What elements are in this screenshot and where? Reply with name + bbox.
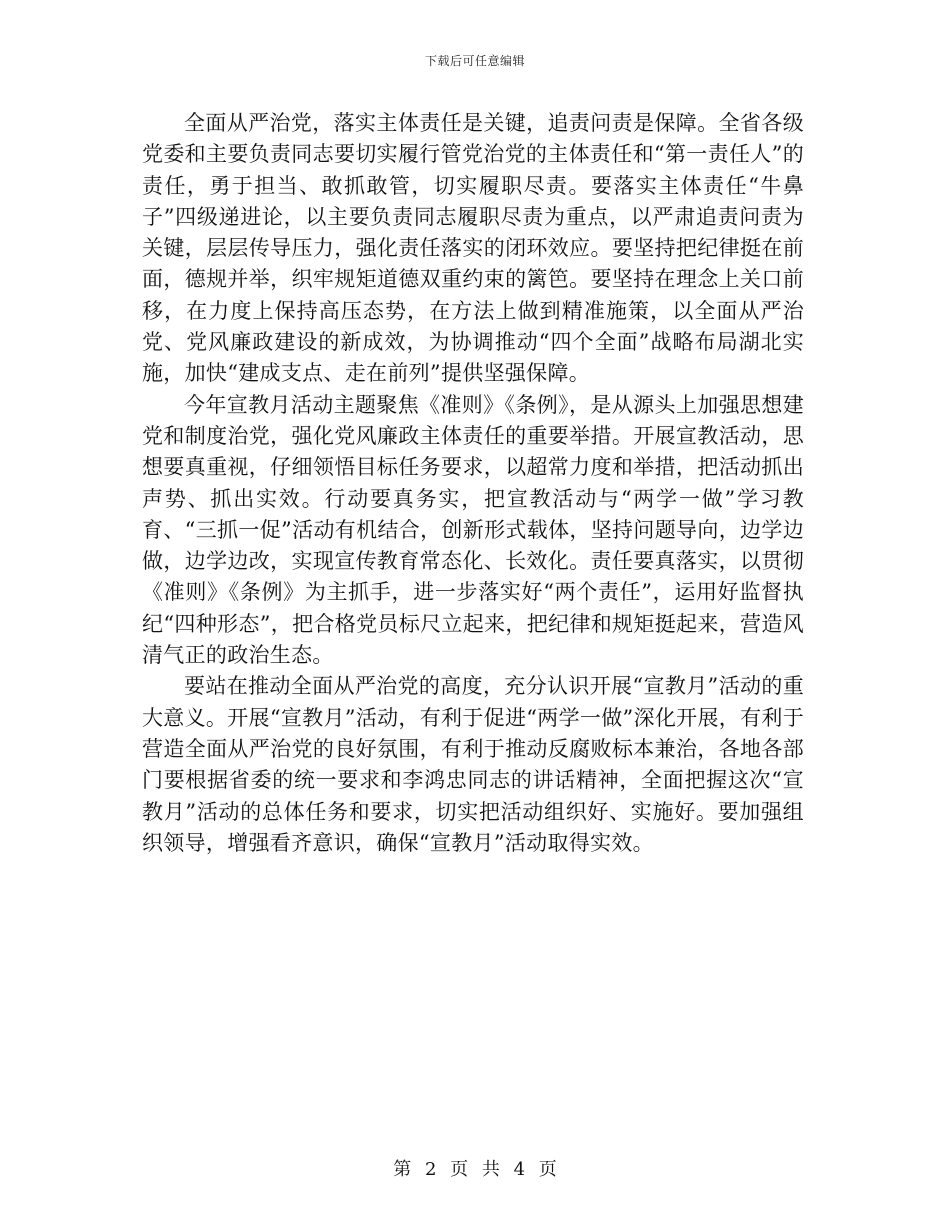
paragraph-3: 要站在推动全面从严治党的高度，充分认识开展“宣教月”活动的重大意义。开展“宣教月”活动，有利于促进“两学一做”深化开展，有利于营造全面从严治党的良好氛围，有利于推动反腐败标本兼治，各地各部门要根据省委的统一要求和李鸿忠同志的讲话精神，全面把握这次“宣教月”活动的总体任务和要求，切实把活动组织好、实施好。要加强组织领导，增强看齐意识，确保“宣教月”活动取得实效。: [142, 674, 804, 855]
page-header: 下载后可任意编辑: [424, 54, 525, 68]
document-body: [142, 108, 804, 859]
footer-prefix: 第: [393, 1159, 412, 1180]
footer-page-word: 页: [450, 1159, 469, 1180]
footer-total-word: 共: [481, 1159, 500, 1180]
current-page-number: 2: [424, 1159, 437, 1180]
paragraph-2: 今年宣教月活动主题聚焦《准则》《条例》，是从源头上加强思想建党和制度治党，强化党风廉政主体责任的重要举措。开展宣教活动，思想要真重视，仔细领悟目标任务要求，以超常力度和举措，把活动抓出声势、抓出实效。行动要真务实，把宣教活动与“两学一做”学习教育、“三抓一促”活动有机结合，创新形式载体，坚持问题导向，边学边做，边学边改，实现宣传教育常态化、长效化。责任要真落实，以贯彻《准则》《条例》为主抓手，进一步落实好“两个责任”，运用好监督执纪“四种形态”，把合格党员标尺立起来，把纪律和规矩挺起来，营造风清气正的政治生态。: [142, 392, 804, 668]
page-footer: [0, 1155, 950, 1181]
total-pages-number: 4: [513, 1159, 526, 1180]
paragraph-1: 全面从严治党，落实主体责任是关键，追责问责是保障。全省各级党委和主要负责同志要切实履行管党治党的主体责任和“第一责任人”的责任，勇于担当、敢抓敢管，切实履职尽责。要落实主体责任“牛鼻子”四级递进论，以主要负责同志履职尽责为重点，以严肃追责问责为关键，层层传导压力，强化责任落实的闭环效应。要坚持把纪律挺在前面，德规并举，织牢规矩道德双重约束的篱笆。要坚持在理念上关口前移，在力度上保持高压态势，在方法上做到精准施策，以全面从严治党、党风廉政建设的新成效，为协调推动“四个全面”战略布局湖北实施，加快“建成支点、走在前列”提供坚强保障。: [142, 111, 804, 386]
footer-suffix: 页: [538, 1159, 557, 1180]
